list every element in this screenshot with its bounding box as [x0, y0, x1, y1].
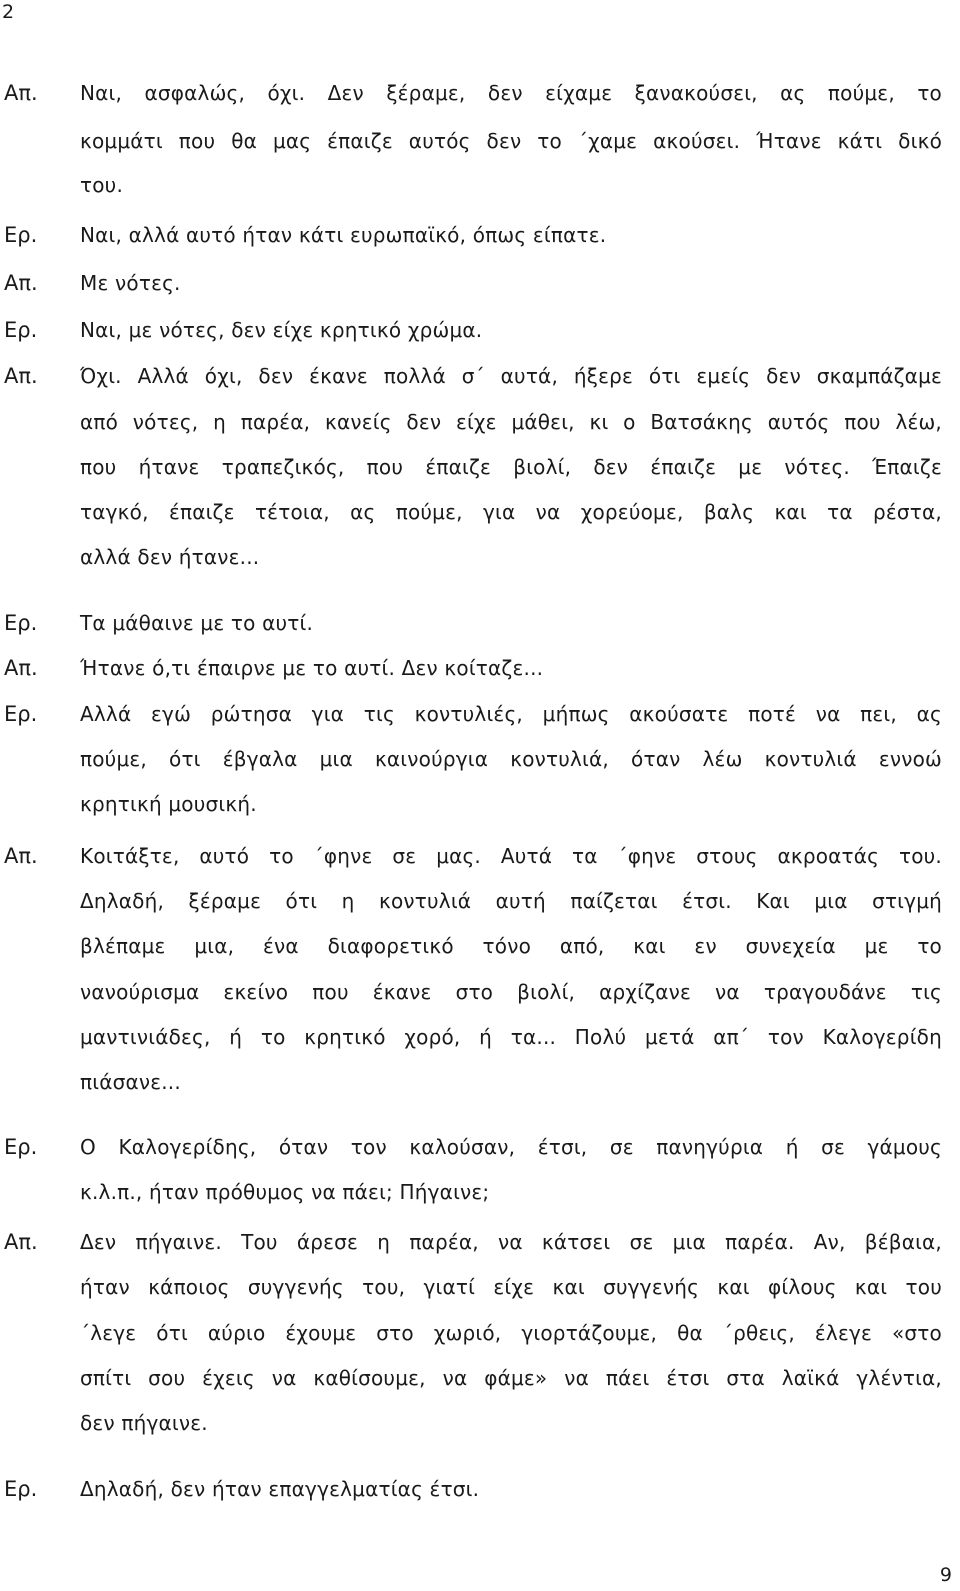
turn-text-line: πούμε, ότι έβγαλα μια καινούργια κοντυλιά, όταν λέω κοντυλιά εννοώ	[80, 747, 942, 771]
turn-text-line: νανούρισμα εκείνο που έκανε στο βιολί, αρχίζανε να τραγουδάνε τις	[80, 980, 942, 1004]
turn-text-line: Ναι, αλλά αυτό ήταν κάτι ευρωπαϊκό, όπως είπατε.	[80, 223, 607, 247]
turn-text-line: βλέπαμε μια, ένα διαφορετικό τόνο από, και εν συνεχεία με το	[80, 934, 942, 958]
turn-text-line: ήταν κάποιος συγγενής του, γιατί είχε και συγγενής και φίλους και του	[80, 1275, 942, 1299]
turn-text-line: ταγκό, έπαιζε τέτοια, ας πούμε, για να χορεύομε, βαλς και τα ρέστα,	[80, 500, 942, 524]
speaker-label: Ερ.	[4, 223, 38, 247]
turn-text-line: σπίτι σου έχεις να καθίσουμε, να φάμε» να πάει έτσι στα λαϊκά γλέντια,	[80, 1366, 942, 1390]
turn-text-line: κρητική μουσική.	[80, 792, 257, 816]
speaker-label: Ερ.	[4, 611, 38, 635]
turn-text-line: Δεν πήγαινε. Του άρεσε η παρέα, να κάτσει σε μια παρέα. Αν, βέβαια,	[80, 1230, 942, 1254]
turn-text-line: ΄λεγε ότι αύριο έχουμε στο χωριό, γιορτάζουμε, θα ΄ρθεις, έλεγε «στο	[80, 1321, 942, 1345]
turn-text-line: Ήτανε ό,τι έπαιρνε με το αυτί. Δεν κοίταζε...	[80, 656, 544, 680]
turn-text-line: Με νότες.	[80, 271, 181, 295]
speaker-label: Ερ.	[4, 1135, 38, 1159]
page-number-top: 2	[2, 1, 15, 23]
turn-text-line: αλλά δεν ήτανε...	[80, 545, 260, 569]
speaker-label: Απ.	[4, 844, 38, 868]
turn-text-line: που ήτανε τραπεζικός, που έπαιζε βιολί, δεν έπαιζε με νότες. Έπαιζε	[80, 455, 942, 479]
turn-text-line: Δηλαδή, ξέραμε ότι η κοντυλιά αυτή παίζεται έτσι. Και μια στιγμή	[80, 889, 942, 913]
turn-text-line: Τα μάθαινε με το αυτί.	[80, 611, 314, 635]
speaker-label: Απ.	[4, 656, 38, 680]
turn-text-line: του.	[80, 173, 124, 197]
turn-text-line: Ναι, ασφαλώς, όχι. Δεν ξέραμε, δεν είχαμε ξανακούσει, ας πούμε, το	[80, 81, 942, 105]
turn-text-line: πιάσανε...	[80, 1070, 181, 1094]
speaker-label: Απ.	[4, 81, 38, 105]
speaker-label: Ερ.	[4, 1477, 38, 1501]
speaker-label: Απ.	[4, 271, 38, 295]
page-number-bottom: 9	[939, 1564, 952, 1586]
turn-text-line: Ναι, με νότες, δεν είχε κρητικό χρώμα.	[80, 318, 483, 342]
speaker-label: Ερ.	[4, 702, 38, 726]
speaker-label: Απ.	[4, 1230, 38, 1254]
turn-text-line: Δηλαδή, δεν ήταν επαγγελματίας έτσι.	[80, 1477, 480, 1501]
turn-text-line: από νότες, η παρέα, κανείς δεν είχε μάθει, κι ο Βατσάκης αυτός που λέω,	[80, 410, 942, 434]
turn-text-line: δεν πήγαινε.	[80, 1411, 208, 1435]
turn-text-line: Ο Καλογερίδης, όταν τον καλούσαν, έτσι, σε πανηγύρια ή σε γάμους	[80, 1135, 942, 1159]
turn-text-line: Αλλά εγώ ρώτησα για τις κοντυλιές, μήπως ακούσατε ποτέ να πει, ας	[80, 702, 942, 726]
speaker-label: Απ.	[4, 364, 38, 388]
turn-text-line: κομμάτι που θα μας έπαιζε αυτός δεν το ΄χαμε ακούσει. Ήτανε κάτι δικό	[80, 129, 942, 153]
speaker-label: Ερ.	[4, 318, 38, 342]
turn-text-line: Κοιτάξτε, αυτό το ΄φηνε σε μας. Αυτά τα ΄φηνε στους ακροατάς του.	[80, 844, 942, 868]
turn-text-line: Όχι. Αλλά όχι, δεν έκανε πολλά σ΄ αυτά, ήξερε ότι εμείς δεν σκαμπάζαμε	[80, 364, 942, 388]
turn-text-line: μαντινιάδες, ή το κρητικό χορό, ή τα... Πολύ μετά απ΄ τον Καλογερίδη	[80, 1025, 942, 1049]
turn-text-line: κ.λ.π., ήταν πρόθυμος να πάει; Πήγαινε;	[80, 1180, 490, 1204]
